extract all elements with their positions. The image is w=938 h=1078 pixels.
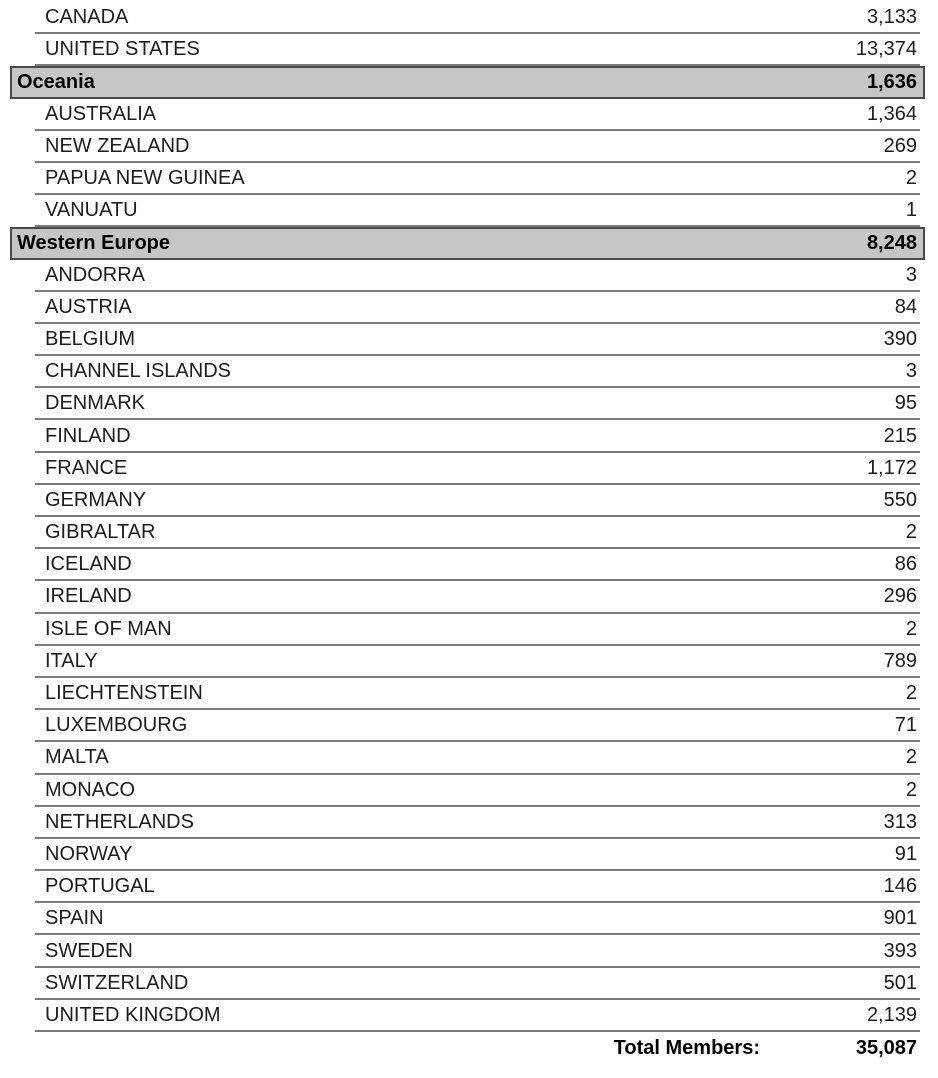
- country-name: LUXEMBOURG: [45, 714, 188, 737]
- country-row: [35, 775, 920, 807]
- country-name: AUSTRALIA: [45, 102, 157, 125]
- country-name: FINLAND: [45, 424, 131, 447]
- country-row: [35, 420, 920, 452]
- country-name: BELGIUM: [45, 327, 136, 350]
- region-member-total: 8,248: [866, 232, 917, 255]
- region-header-row: [10, 227, 925, 259]
- country-row: [35, 517, 920, 549]
- country-row: [35, 549, 920, 581]
- country-member-count: 313: [883, 810, 917, 833]
- country-row: [35, 131, 920, 163]
- country-member-count: 2: [905, 778, 917, 801]
- country-name: PAPUA NEW GUINEA: [45, 167, 245, 190]
- country-name: LIECHTENSTEIN: [45, 682, 203, 705]
- country-member-count: 550: [883, 488, 917, 511]
- country-row: [35, 324, 920, 356]
- country-member-count: 91: [894, 842, 917, 865]
- country-name: VANUATU: [45, 199, 138, 222]
- country-name: FRANCE: [45, 456, 128, 479]
- country-row: [35, 903, 920, 935]
- region-header-row: [10, 66, 925, 98]
- country-row: [35, 968, 920, 1000]
- country-name: ICELAND: [45, 553, 132, 576]
- country-member-count: 901: [883, 907, 917, 930]
- total-members-row: [35, 1032, 920, 1064]
- country-member-count: 390: [883, 327, 917, 350]
- country-row: [35, 742, 920, 774]
- country-name: NETHERLANDS: [45, 810, 194, 833]
- country-row: [35, 388, 920, 420]
- country-member-count: 2: [905, 521, 917, 544]
- country-member-count: 146: [883, 875, 917, 898]
- country-row: [35, 614, 920, 646]
- country-row: [35, 935, 920, 967]
- country-row: [35, 710, 920, 742]
- country-member-count: 2: [905, 746, 917, 769]
- country-row: [35, 485, 920, 517]
- country-row: [35, 1000, 920, 1032]
- country-name: ITALY: [45, 649, 98, 672]
- country-member-count: 393: [883, 939, 917, 962]
- country-row: [35, 292, 920, 324]
- country-member-count: 215: [883, 424, 917, 447]
- country-name: DENMARK: [45, 392, 146, 415]
- country-name: IRELAND: [45, 585, 132, 608]
- country-member-count: 95: [894, 392, 917, 415]
- country-member-count: 269: [883, 134, 917, 157]
- region-name: Western Europe: [17, 232, 170, 255]
- country-row: [35, 356, 920, 388]
- country-member-count: 1,172: [866, 456, 917, 479]
- country-member-count: 3: [905, 263, 917, 286]
- country-name: PORTUGAL: [45, 875, 155, 898]
- country-member-count: 1,364: [866, 102, 917, 125]
- country-name: ANDORRA: [45, 263, 146, 286]
- country-name: UNITED KINGDOM: [45, 1003, 221, 1026]
- country-row: [35, 839, 920, 871]
- country-member-count: 2,139: [866, 1003, 917, 1026]
- country-name: GIBRALTAR: [45, 521, 156, 544]
- country-name: SPAIN: [45, 907, 104, 930]
- country-member-count: 13,374: [855, 38, 917, 61]
- country-row: [35, 807, 920, 839]
- country-name: NORWAY: [45, 842, 133, 865]
- membership-by-country-table: [0, 2, 938, 1064]
- country-member-count: 296: [883, 585, 917, 608]
- country-member-count: 3: [905, 360, 917, 383]
- country-row: [35, 581, 920, 613]
- country-name: NEW ZEALAND: [45, 134, 190, 157]
- country-row: [35, 99, 920, 131]
- country-row: [35, 871, 920, 903]
- country-name: GERMANY: [45, 488, 147, 511]
- country-row: [35, 163, 920, 195]
- country-member-count: 86: [894, 553, 917, 576]
- country-row: [35, 678, 920, 710]
- country-member-count: 2: [905, 617, 917, 640]
- country-name: UNITED STATES: [45, 38, 200, 61]
- country-name: MALTA: [45, 746, 109, 769]
- country-row: [35, 646, 920, 678]
- country-row: [35, 260, 920, 292]
- region-name: Oceania: [17, 71, 95, 94]
- country-member-count: 71: [894, 714, 917, 737]
- total-members-label: Total Members:: [613, 1037, 760, 1060]
- country-row: [35, 2, 920, 34]
- total-members-value: 35,087: [855, 1037, 917, 1060]
- country-member-count: 3,133: [866, 6, 917, 29]
- country-member-count: 2: [905, 167, 917, 190]
- country-row: [35, 195, 920, 227]
- country-member-count: 789: [883, 649, 917, 672]
- country-row: [35, 453, 920, 485]
- country-member-count: 1: [905, 199, 917, 222]
- country-row: [35, 34, 920, 66]
- country-name: SWEDEN: [45, 939, 133, 962]
- country-member-count: 84: [894, 295, 917, 318]
- country-name: ISLE OF MAN: [45, 617, 172, 640]
- country-member-count: 2: [905, 682, 917, 705]
- country-name: CHANNEL ISLANDS: [45, 360, 231, 383]
- region-member-total: 1,636: [866, 71, 917, 94]
- country-name: CANADA: [45, 6, 129, 29]
- country-name: MONACO: [45, 778, 135, 801]
- country-name: AUSTRIA: [45, 295, 132, 318]
- country-member-count: 501: [883, 971, 917, 994]
- country-name: SWITZERLAND: [45, 971, 189, 994]
